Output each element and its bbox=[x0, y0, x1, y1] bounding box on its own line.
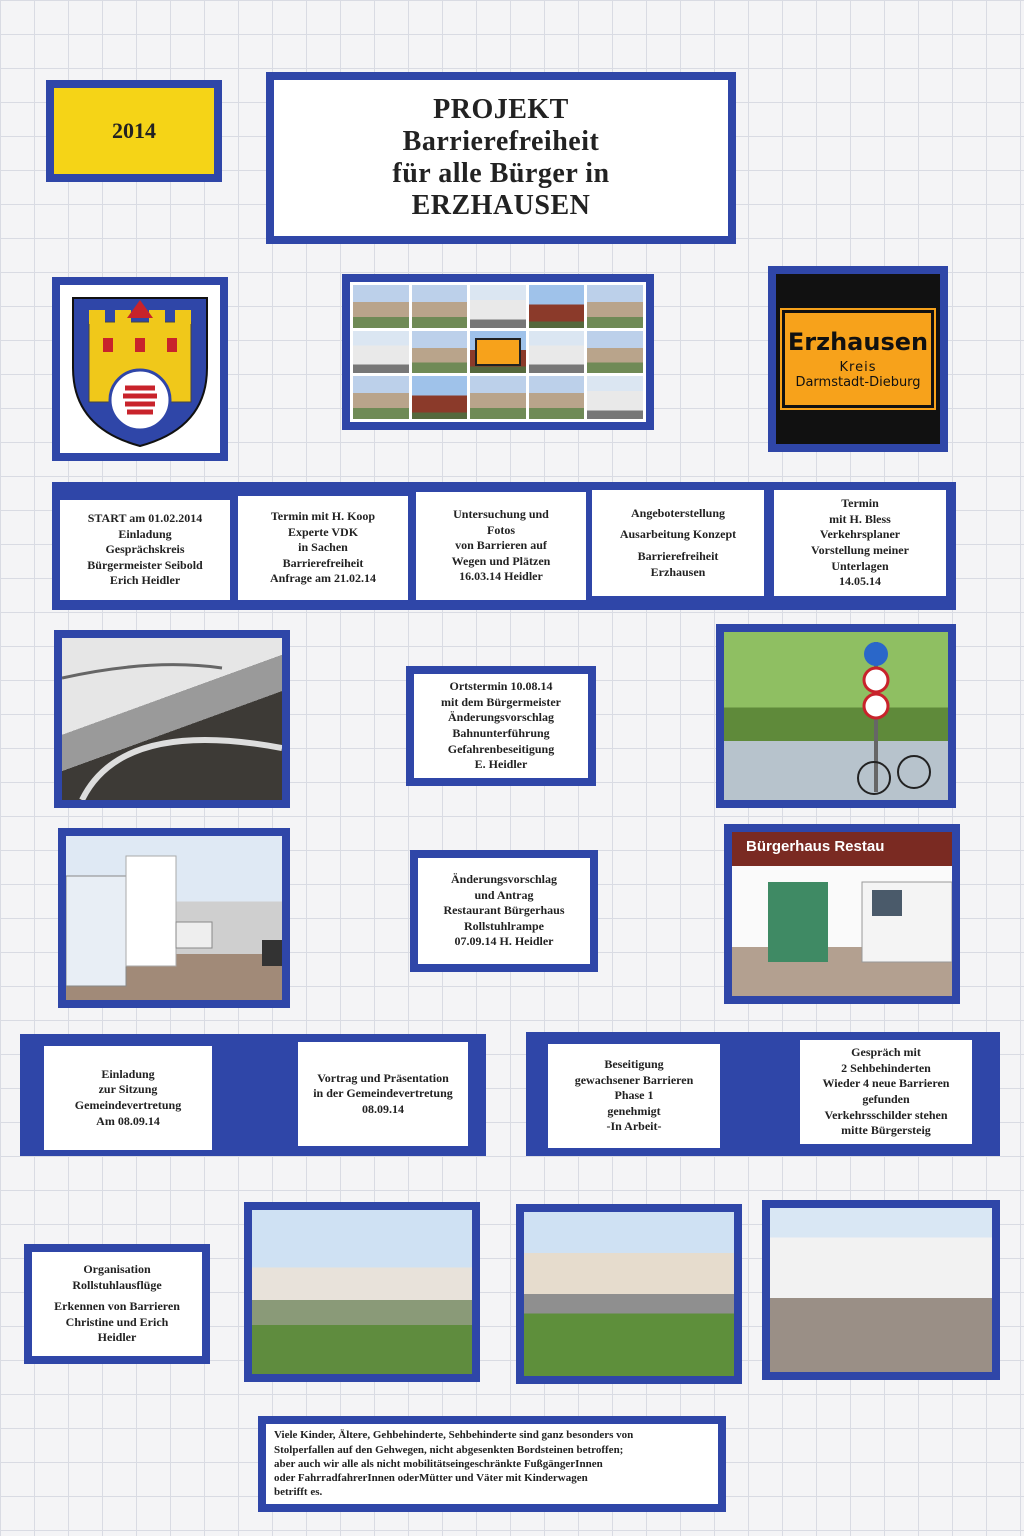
note-frame bbox=[258, 1416, 726, 1512]
bicycle-sign-icon bbox=[864, 642, 888, 666]
note-line: Stolperfallen auf den Gehwegen, nicht abgesenkten Bordsteinen betroffen; bbox=[274, 1443, 624, 1456]
meeting-line: gefunden bbox=[862, 1092, 910, 1106]
timeline-line: Verkehrsplaner bbox=[819, 527, 901, 542]
meeting-line: zur Sitzung bbox=[98, 1082, 158, 1097]
buergerhaus-photo-frame bbox=[724, 824, 960, 1004]
timeline-line: Wegen und Plätzen bbox=[451, 553, 551, 568]
timeline-line: Experte VDK bbox=[287, 524, 359, 539]
timeline-line: Termin bbox=[841, 496, 879, 511]
timeline-line: Barrierefreiheit bbox=[637, 549, 719, 563]
meeting-line: Verkehrsschilder stehen bbox=[824, 1107, 948, 1122]
organisation-frame bbox=[24, 1244, 210, 1364]
meeting-card-4 bbox=[800, 1040, 972, 1144]
buergerhaus-photo bbox=[732, 832, 952, 996]
ortstermin-line: Gefahrenbeseitigung bbox=[447, 741, 555, 756]
restaurant-line: 07.09.14 H. Heidler bbox=[454, 934, 554, 949]
traffic-signs-photo-frame bbox=[716, 624, 956, 808]
timeline-line: Gesprächskreis bbox=[105, 542, 185, 557]
note-line: aber auch wir alle als nicht mobilitätseingeschränkte FußgängerInnen bbox=[274, 1457, 603, 1470]
timeline-line: Erzhausen bbox=[650, 564, 706, 579]
ortstermin-card bbox=[414, 674, 588, 778]
buergerhaus-sign: Bürgerhaus Restau bbox=[732, 832, 952, 866]
meeting-line: Vortrag und Präsentation bbox=[317, 1070, 449, 1085]
organisation-card bbox=[32, 1252, 202, 1356]
year-label: 2014 bbox=[54, 88, 214, 174]
outing-photo-3-frame bbox=[762, 1200, 1000, 1380]
outing-photo-1 bbox=[252, 1210, 472, 1374]
timeline-card-4 bbox=[592, 490, 764, 596]
town-sign bbox=[776, 274, 940, 444]
timeline-line: Termin mit H. Koop bbox=[270, 509, 376, 524]
meeting-line: Wieder 4 neue Barrieren bbox=[822, 1076, 950, 1091]
ortstermin-line: E. Heidler bbox=[474, 757, 528, 772]
timeline-line: Bürgermeister Seibold bbox=[87, 557, 203, 572]
note-line: oder FahrradfahrerInnen oderMütter und Väter mit Kinderwagen bbox=[274, 1472, 588, 1485]
buildings-collage-frame bbox=[342, 274, 654, 430]
restaurant-frame bbox=[410, 850, 598, 972]
timeline-line: in Sachen bbox=[298, 540, 348, 555]
meeting-line: in der Gemeindevertretung bbox=[313, 1086, 453, 1101]
timeline-line: Anfrage am 21.02.14 bbox=[270, 571, 376, 586]
bus-photo-frame bbox=[58, 828, 290, 1008]
ortstermin-line: mit dem Bürgermeister bbox=[441, 694, 561, 709]
outing-photo-2 bbox=[524, 1212, 734, 1376]
organisation-line: Rollstuhlausflüge bbox=[72, 1277, 162, 1292]
timeline-card-3 bbox=[416, 492, 586, 600]
timeline-line: Vorstellung meiner bbox=[811, 543, 909, 557]
organisation-line: Christine und Erich bbox=[65, 1314, 169, 1329]
buildings-collage bbox=[350, 282, 646, 422]
timeline-line: Barrierefreiheit bbox=[282, 555, 364, 570]
meeting-card-1 bbox=[44, 1046, 212, 1150]
outing-photo-2-frame bbox=[516, 1204, 742, 1384]
meeting-line: Phase 1 bbox=[614, 1088, 654, 1103]
title-line: für alle Bürger in bbox=[392, 158, 610, 189]
title-frame bbox=[266, 72, 736, 244]
meeting-card-3 bbox=[548, 1044, 720, 1148]
timeline-line: START am 01.02.2014 bbox=[87, 511, 203, 526]
timeline-card-5 bbox=[774, 490, 946, 596]
traffic-signs-photo bbox=[724, 632, 948, 800]
timeline-line: Angeboterstellung bbox=[631, 505, 725, 520]
page-title bbox=[274, 80, 728, 236]
note-line: Viele Kinder, Ältere, Gehbehinderte, Sehbehinderte sind ganz besonders von bbox=[274, 1429, 634, 1442]
title-line: PROJEKT bbox=[433, 93, 569, 125]
meeting-line: Beseitigung bbox=[604, 1057, 664, 1072]
meeting-line: Am 08.09.14 bbox=[96, 1113, 160, 1128]
meeting-card-2 bbox=[298, 1042, 468, 1146]
timeline-line: Erich Heidler bbox=[109, 573, 181, 588]
ortstermin-line: Änderungsvorschlag bbox=[447, 710, 554, 725]
title-line: ERZHAUSEN bbox=[411, 190, 591, 222]
timeline-line: Fotos bbox=[487, 522, 515, 537]
meeting-line: Gespräch mit bbox=[851, 1045, 921, 1060]
timeline-card-2 bbox=[238, 496, 408, 600]
restaurant-line: und Antrag bbox=[474, 887, 534, 902]
timeline-line: Einladung bbox=[118, 526, 172, 541]
timeline-card-1 bbox=[60, 500, 230, 600]
outing-photo-3 bbox=[770, 1208, 992, 1372]
timeline-line: Unterlagen bbox=[831, 558, 889, 573]
organisation-line: Heidler bbox=[97, 1330, 137, 1345]
timeline-line: mit H. Bless bbox=[829, 511, 891, 526]
coat-of-arms-icon bbox=[65, 288, 215, 450]
title-line: Barrierefreiheit bbox=[402, 125, 600, 157]
meeting-line: Gemeindevertretung bbox=[74, 1098, 182, 1112]
meeting-line: gewachsener Barrieren bbox=[574, 1072, 694, 1087]
meeting-line: 08.09.14 bbox=[362, 1101, 404, 1116]
timeline-line: von Barrieren auf bbox=[455, 538, 547, 553]
town-sign-frame bbox=[768, 266, 948, 452]
meeting-line: -In Arbeit- bbox=[606, 1119, 662, 1134]
ortstermin-line: Ortstermin 10.08.14 bbox=[449, 679, 553, 694]
outing-photo-1-frame bbox=[244, 1202, 480, 1382]
timeline-line: 14.05.14 bbox=[839, 574, 881, 589]
bus-photo bbox=[66, 836, 282, 1000]
ortstermin-line: Bahnunterführung bbox=[452, 726, 550, 740]
meetings-band-right bbox=[526, 1032, 1000, 1156]
town-sign-name: Erzhausen bbox=[787, 328, 929, 356]
organisation-line: Organisation bbox=[83, 1262, 151, 1277]
ortstermin-frame bbox=[406, 666, 596, 786]
timeline-line: Untersuchung und bbox=[453, 507, 549, 522]
timeline-line: Ausarbeitung Konzept bbox=[619, 527, 737, 542]
meeting-line: mitte Bürgersteig bbox=[841, 1123, 931, 1138]
meeting-line: Einladung bbox=[101, 1066, 155, 1081]
year-frame bbox=[46, 80, 222, 182]
restaurant-line: Rollstuhlrampe bbox=[463, 918, 544, 933]
organisation-line: Erkennen von Barrieren bbox=[54, 1299, 180, 1314]
timeline-line: 16.03.14 Heidler bbox=[459, 569, 543, 584]
underpass-photo-frame bbox=[54, 630, 290, 808]
town-sign-kreis: Kreis bbox=[839, 360, 877, 375]
town-sign-district: Darmstadt-Dieburg bbox=[795, 375, 921, 390]
restaurant-line: Änderungsvorschlag bbox=[450, 872, 557, 887]
restaurant-card bbox=[418, 858, 590, 964]
meeting-line: 2 Sehbehinderten bbox=[841, 1060, 931, 1075]
restaurant-line: Restaurant Bürgerhaus bbox=[443, 903, 565, 918]
note-card bbox=[266, 1424, 718, 1504]
timeline-band bbox=[52, 482, 956, 610]
meeting-line: genehmigt bbox=[607, 1103, 661, 1118]
meetings-band-left bbox=[20, 1034, 486, 1156]
note-line: betrifft es. bbox=[274, 1486, 323, 1499]
underpass-photo bbox=[62, 638, 282, 800]
coat-of-arms-frame bbox=[52, 277, 228, 461]
